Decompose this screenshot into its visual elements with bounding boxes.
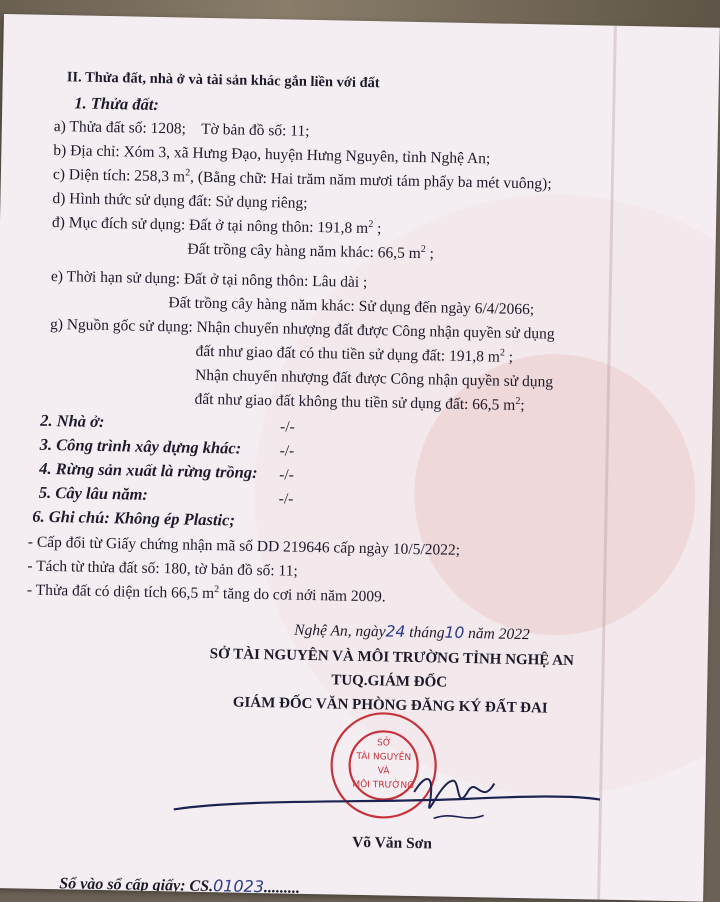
usage-origin: g) Nguồn gốc sử dụng: Nhận chuyển nhượng đất được Công nhận quyền sử dụng xyxy=(49,315,555,343)
seal-text-environment: MÔI TRƯỜNG xyxy=(352,779,415,792)
issue-date: Nghệ An, ngày24 tháng10 năm 2022 xyxy=(294,621,530,644)
parcel-number: a) Thửa đất số: 1208; Tờ bản đồ số: 11; xyxy=(53,117,310,140)
usage-origin-line2: đất như giao đất có thu tiền sử dụng đất: 191,8 $m^2$ ; xyxy=(195,342,514,366)
note-split: - Tách từ thửa đất số: 180, tờ bản đồ số: 11; xyxy=(27,557,298,580)
issue-day: 24 xyxy=(385,622,406,641)
issuing-department: SỞ TÀI NGUYÊN VÀ MÔI TRƯỜNG TỈNH NGHỆ AN xyxy=(209,646,575,670)
usage-purpose-crop: Đất trồng cây hàng năm khác: 66,5 $m^2$ ; xyxy=(187,240,435,263)
usage-term: e) Thời hạn sử dụng: Đất ở tại nông thôn: Lâu dài ; xyxy=(50,267,368,292)
house-value: -/- xyxy=(279,418,295,436)
parcel-address: b) Địa chỉ: Xóm 3, xã Hưng Đạo, huyện Hưng Nguyên, tỉnh Nghệ An; xyxy=(53,141,491,168)
usage-origin-line3: Nhận chuyển nhượng đất được Công nhận quyền sử dụng xyxy=(194,366,554,391)
handwritten-signature xyxy=(163,757,604,845)
seal-text-dept: SỞ xyxy=(377,738,392,749)
register-number: Số vào sổ cấp giấy: CS.01023......... xyxy=(59,875,301,897)
seal-text-and: VÀ xyxy=(377,766,390,777)
authorized-for-director: TUQ.GIÁM ĐỐC xyxy=(331,672,448,691)
section-title: II. Thửa đất, nhà ở và tài sản khác gắn liền với đất xyxy=(66,69,380,92)
notes-heading: 6. Ghi chú: Không ép Plastic; xyxy=(32,506,236,530)
register-value: 01023 xyxy=(212,876,265,897)
signer-name: Võ Văn Sơn xyxy=(351,833,433,853)
usage-purpose: đ) Mục đích sử dụng: Đất ở tại nông thôn: 191,8 $m^2$ ; xyxy=(51,213,382,238)
other-construction-label: 3. Công trình xây dựng khác: xyxy=(39,434,242,458)
seal-text-resources: TÀI NGUYÊN xyxy=(356,751,412,763)
usage-origin-line4: đất như giao đất không thu tiền sử dụng đất: 66,5 $m^2$; xyxy=(194,390,525,415)
usage-term-crop: Đất trồng cây hàng năm khác: Sử dụng đến ngày 6/4/2066; xyxy=(168,294,535,319)
planted-forest-label: 4. Rừng sản xuất là rừng trồng: xyxy=(39,458,258,482)
note-reissue: - Cấp đổi từ Giấy chứng nhận mã số DD 219646 cấp ngày 10/5/2022; xyxy=(27,533,461,559)
perennial-value: -/- xyxy=(278,490,294,508)
planted-forest-value: -/- xyxy=(279,466,295,484)
note-area-increase: - Thửa đất có diện tích 66,5 $m^2$ tăng do cơi nới năm 2009. xyxy=(26,581,386,606)
parcel-heading: 1. Thửa đất: xyxy=(74,93,160,114)
house-label: 2. Nhà ở: xyxy=(40,410,105,432)
issue-month: 10 xyxy=(444,623,465,642)
land-certificate-page xyxy=(0,14,720,902)
parcel-area: c) Diện tích: 258,3 $m^2$, (Bằng chữ: Hai trăm năm mươi tám phẩy ba mét vuông); xyxy=(52,165,552,193)
other-construction-value: -/- xyxy=(279,442,295,460)
usage-form: d) Hình thức sử dụng đất: Sử dụng riêng; xyxy=(52,189,308,212)
signer-title: GIÁM ĐỐC VĂN PHÒNG ĐĂNG KÝ ĐẤT ĐAI xyxy=(232,694,548,717)
perennial-label: 5. Cây lâu năm: xyxy=(38,482,149,504)
